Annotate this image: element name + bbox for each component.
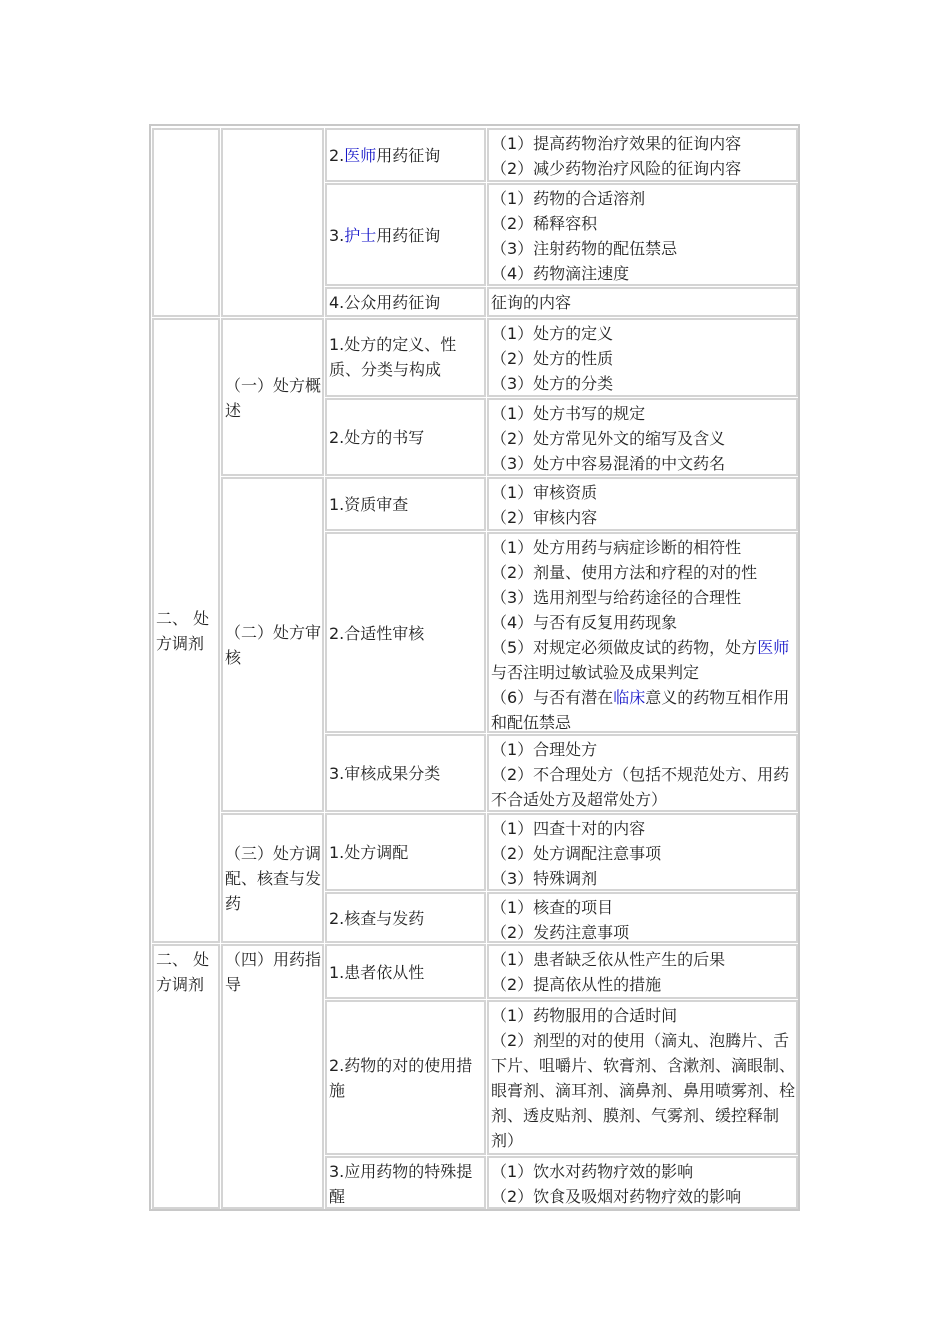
section-medication-guidance: （四）用药指导 xyxy=(221,944,324,1209)
content-doctor-consult: （1）提高药物治疗效果的征询内容 （2）减少药物治疗风险的征询内容 xyxy=(487,128,798,182)
nurse-link[interactable]: 护士 xyxy=(344,225,377,245)
content-check-and-issue: （1）核查的项目 （2）发药注意事项 xyxy=(487,892,798,943)
content-prescription-definition: （1）处方的定义 （2）处方的性质 （3）处方的分类 xyxy=(487,318,798,397)
subsection-special-reminders: 3.应用药物的特殊提醒 xyxy=(325,1156,486,1209)
subsection-doctor-consult: 2.医师用药征询 xyxy=(325,128,486,182)
subsection-dispensing: 1.处方调配 xyxy=(325,813,486,891)
syllabus-table xyxy=(149,124,800,1211)
clinical-link[interactable]: 临床 xyxy=(613,688,646,707)
content-qualification-review: （1）审核资质 （2）审核内容 xyxy=(487,477,798,531)
subsection-correct-usage: 2.药物的对的使用措施 xyxy=(325,1000,486,1155)
section-cell-continued xyxy=(221,128,324,317)
subsection-appropriateness-review: 2.合适性审核 xyxy=(325,532,486,733)
section-prescription-review: （二）处方审核 xyxy=(221,477,324,812)
subsection-qualification-review: 1.资质审查 xyxy=(325,477,486,531)
subsection-prescription-writing: 2.处方的书写 xyxy=(325,398,486,476)
content-dispensing: （1）四查十对的内容 （2）处方调配注意事项 （3）特殊调剂 xyxy=(487,813,798,891)
content-nurse-consult: （1）药物的合适溶剂 （2）稀释容积 （3）注射药物的配伍禁忌 （4）药物滴注速度 xyxy=(487,183,798,286)
content-correct-usage: （1）药物服用的合适时间 （2）剂型的对的使用（滴丸、泡腾片、舌下片、咀嚼片、软膏剂、含漱剂、滴眼制、眼膏剂、滴耳剂、滴鼻剂、鼻用喷雾剂、栓剂、透皮贴剂、膜剂、气雾剂、缓控释制剂） xyxy=(487,1000,798,1155)
chapter-cell-continued xyxy=(152,128,220,317)
chapter-cell-prescription: 二、 处方调剂 xyxy=(152,318,220,943)
chapter-cell-prescription-2: 二、 处方调剂 xyxy=(152,944,220,1209)
subsection-patient-compliance: 1.患者依从性 xyxy=(325,944,486,999)
doctor-link[interactable]: 医师 xyxy=(344,146,377,165)
content-patient-compliance: （1）患者缺乏依从性产生的后果 （2）提高依从性的措施 xyxy=(487,944,798,999)
doctor-link-2[interactable]: 医师 xyxy=(757,638,790,657)
content-public-consult: 征询的内容 xyxy=(487,287,798,317)
content-review-result: （1）合理处方 （2）不合理处方（包括不规范处方、用药不合适处方及超常处方） xyxy=(487,734,798,812)
subsection-public-consult: 4.公众用药征询 xyxy=(325,287,486,317)
content-prescription-writing: （1）处方书写的规定 （2）处方常见外文的缩写及含义 （3）处方中容易混淆的中文药名 xyxy=(487,398,798,476)
content-special-reminders: （1）饮水对药物疗效的影响 （2）饮食及吸烟对药物疗效的影响 xyxy=(487,1156,798,1209)
subsection-check-and-issue: 2.核查与发药 xyxy=(325,892,486,943)
subsection-nurse-consult: 3.护士用药征询 xyxy=(325,183,486,286)
section-dispensing: （三）处方调配、核查与发药 xyxy=(221,813,324,943)
content-appropriateness-review: （1）处方用药与病症诊断的相符性 （2）剂量、使用方法和疗程的对的性 （3）选用剂型与给药途径的合理性 （4）与否有反复用药现象 （5）对规定必须做皮试的药物，处方医师与否注明过敏试验及成果判定 （6）与否有潜在临床意义的药物互相作用和配伍禁忌 xyxy=(487,532,798,733)
section-prescription-overview: （一）处方概述 xyxy=(221,318,324,476)
subsection-review-result: 3.审核成果分类 xyxy=(325,734,486,812)
subsection-prescription-definition: 1.处方的定义、性质、分类与构成 xyxy=(325,318,486,397)
